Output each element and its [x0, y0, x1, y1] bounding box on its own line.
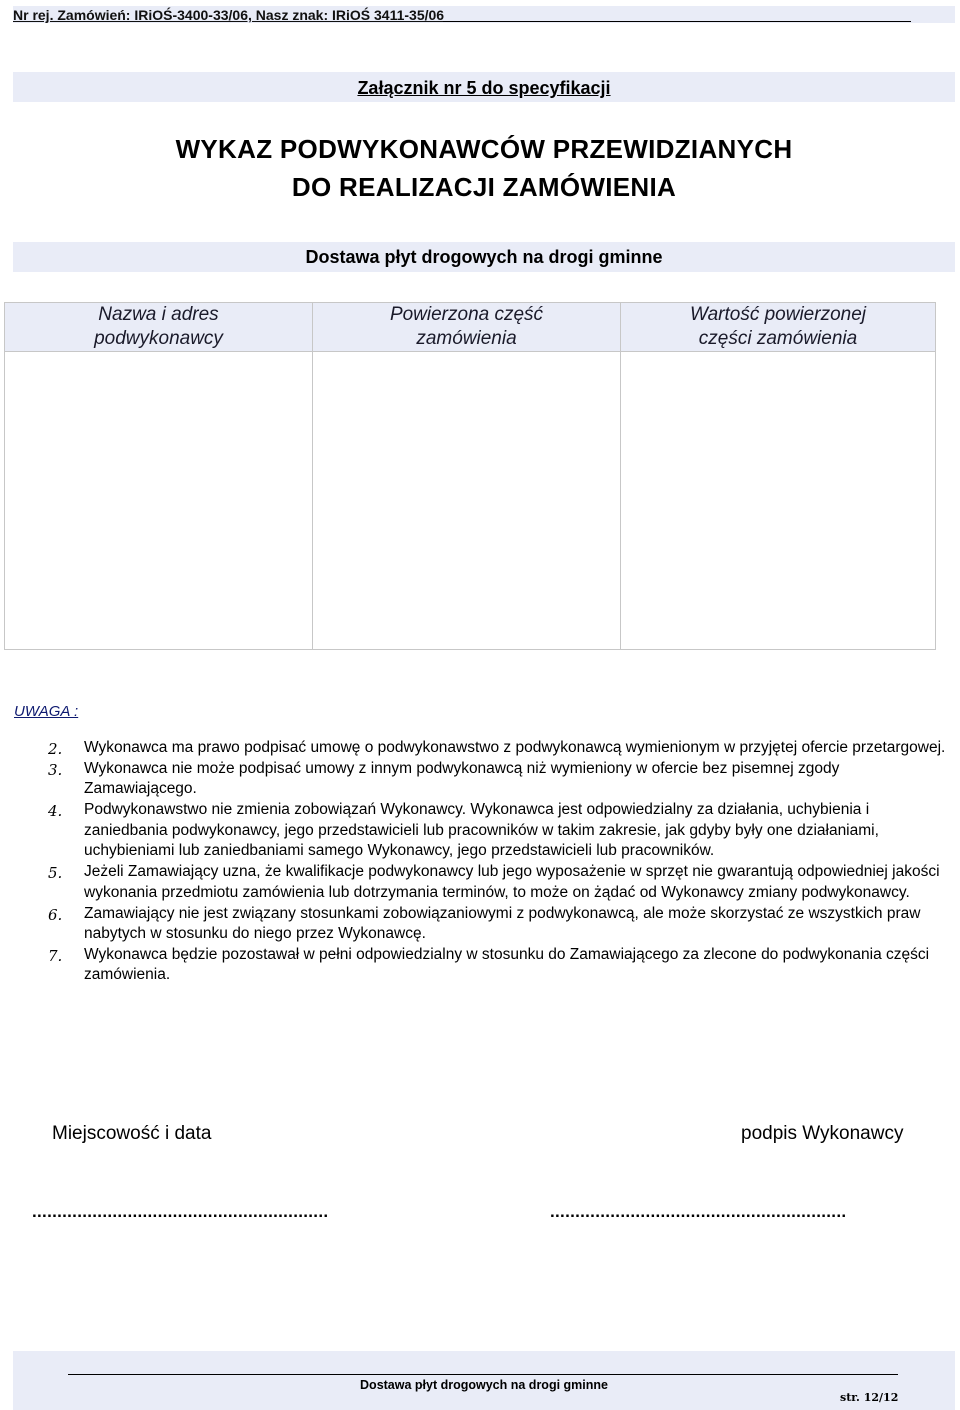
notes-heading: UWAGA :	[14, 703, 79, 720]
list-item-text: Zamawiający nie jest związany stosunkami zobowiązaniowymi z podwykonawcą, ale może skorzystać ze wszystkich praw nabytych w stosunku do niego przez Wykonawcę.	[84, 904, 921, 943]
page-number: str. 12/12	[840, 1391, 899, 1404]
signature-label: podpis Wykonawcy	[741, 1123, 904, 1144]
list-item-number: 2.	[48, 740, 63, 758]
header-reference-bar	[13, 6, 955, 23]
footer-divider	[68, 1374, 898, 1375]
reference-number: Nr rej. Zamówień: IRiOŚ-3400-33/06, Nasz znak: IRiOŚ 3411-35/06	[13, 7, 445, 23]
list-item-text: Podwykonawstwo nie zmienia zobowiązań Wykonawcy. Wykonawca jest odpowiedzialny za działania, uchybienia i zaniedbania podwykonawcy, jego przedstawicieli lub pracowników w takim zakresie, jak gdyby były one działaniami, uchybieniami lub zaniedbaniami samego Wykonawcy, jego przedstawicieli lub pracowników.	[84, 801, 879, 860]
list-item-number: 5.	[48, 864, 63, 883]
cell-name-address[interactable]	[5, 352, 313, 650]
subject-band	[13, 242, 955, 272]
subcontractors-table	[4, 302, 936, 650]
cell-value[interactable]	[621, 352, 936, 650]
list-item	[48, 800, 948, 861]
column-header-name-address	[5, 303, 313, 352]
column-header-entrusted-part	[313, 303, 621, 352]
footer-text: Dostawa płyt drogowych na drogi gminne	[360, 1378, 608, 1392]
column-header-line: Powierzona część	[389, 304, 544, 325]
signature-field[interactable]: ...........................................................	[550, 1202, 847, 1221]
reference-underline	[443, 21, 911, 22]
list-item-number: 7.	[48, 947, 63, 966]
list-item-text: Jeżeli Zamawiający uzna, że kwalifikacje podwykonawcy lub jego wyposażenie w sprzęt nie gwarantują odpowiedniej jakości wykonania przedmiotu zamówienia lub dotrzymania terminów, to może on żądać od Wykonawcy zmiany podwykonawcy.	[84, 863, 940, 901]
list-item-text: Wykonawca będzie pozostawał w pełni odpowiedzialny w stosunku do Zamawiającego za zlecone do podwykonania części zamówienia.	[84, 946, 930, 984]
list-item-number: 3.	[48, 761, 63, 779]
place-date-label: Miejscowość i data	[52, 1123, 212, 1144]
column-header-line: zamówienia	[416, 328, 517, 349]
list-item	[48, 862, 948, 903]
page-title-line-2: DO REALIZACJI ZAMÓWIENIA	[291, 172, 677, 202]
attachment-band	[13, 72, 955, 102]
list-item	[48, 904, 948, 945]
list-item-text: Wykonawca ma prawo podpisać umowę o podwykonawstwo z podwykonawcą wymienionym w przyjętej ofercie przetargowej.	[84, 739, 946, 756]
table-row	[5, 352, 936, 650]
place-date-field[interactable]: ...........................................................	[32, 1202, 329, 1221]
column-header-line: podwykonawcy	[94, 328, 223, 349]
attachment-title: Załącznik nr 5 do specyfikacji	[357, 78, 611, 98]
list-item-number: 6.	[48, 905, 63, 924]
column-header-line: części zamówienia	[698, 328, 858, 349]
page-title-line-1: WYKAZ PODWYKONAWCÓW PRZEWIDZIANYCH	[175, 134, 793, 164]
list-item-number: 4.	[48, 802, 63, 821]
cell-entrusted-part[interactable]	[313, 352, 621, 650]
list-item	[48, 945, 948, 986]
column-header-value	[621, 303, 936, 352]
table-header-row	[5, 303, 936, 352]
list-item	[48, 738, 948, 758]
column-header-line: Wartość powierzonej	[689, 304, 866, 325]
subject-title: Dostawa płyt drogowych na drogi gminne	[305, 247, 663, 267]
list-item-text: Wykonawca nie może podpisać umowy z innym podwykonawcą niż wymieniony w ofercie bez pisemnej zgody Zamawiającego.	[84, 760, 840, 798]
column-header-line: Nazwa i adres	[98, 304, 219, 325]
notes-list	[48, 738, 948, 986]
list-item	[48, 759, 948, 800]
page-title	[13, 130, 955, 206]
